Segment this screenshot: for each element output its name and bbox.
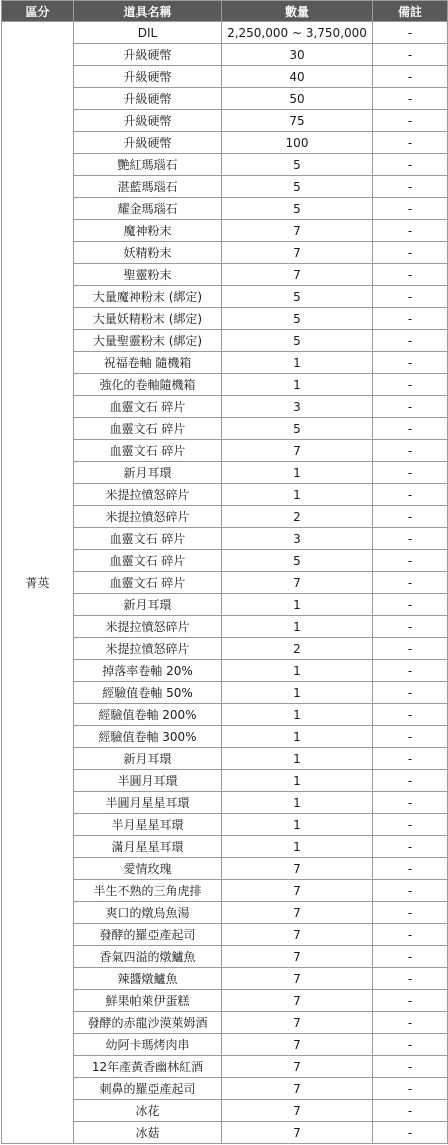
note-cell: - bbox=[373, 22, 448, 44]
item-name-cell: 辣醬燉鱸魚 bbox=[74, 968, 222, 990]
quantity-cell: 7 bbox=[222, 264, 373, 286]
note-cell: - bbox=[373, 198, 448, 220]
quantity-cell: 1 bbox=[222, 682, 373, 704]
note-cell: - bbox=[373, 352, 448, 374]
item-name-cell: 冰花 bbox=[74, 1100, 222, 1122]
quantity-cell: 7 bbox=[222, 990, 373, 1012]
item-name-cell: 掉落率卷軸 20% bbox=[74, 660, 222, 682]
note-cell: - bbox=[373, 44, 448, 66]
note-cell: - bbox=[373, 264, 448, 286]
item-name-cell: 血靈文石 碎片 bbox=[74, 396, 222, 418]
quantity-cell: 7 bbox=[222, 902, 373, 924]
note-cell: - bbox=[373, 770, 448, 792]
quantity-cell: 5 bbox=[222, 198, 373, 220]
quantity-cell: 1 bbox=[222, 462, 373, 484]
item-name-cell: 冰菇 bbox=[74, 1122, 222, 1144]
quantity-cell: 3 bbox=[222, 528, 373, 550]
note-cell: - bbox=[373, 924, 448, 946]
item-name-cell: 米提拉憤怒碎片 bbox=[74, 616, 222, 638]
header-row bbox=[2, 1, 448, 22]
quantity-cell: 5 bbox=[222, 308, 373, 330]
quantity-cell: 5 bbox=[222, 330, 373, 352]
note-cell: - bbox=[373, 1012, 448, 1034]
header-category: 區分 bbox=[2, 1, 74, 22]
note-cell: - bbox=[373, 110, 448, 132]
note-cell: - bbox=[373, 242, 448, 264]
quantity-cell: 7 bbox=[222, 968, 373, 990]
quantity-cell: 2 bbox=[222, 638, 373, 660]
item-name-cell: 妖精粉末 bbox=[74, 242, 222, 264]
item-name-cell: 幼阿卡瑪烤肉串 bbox=[74, 1034, 222, 1056]
note-cell: - bbox=[373, 880, 448, 902]
note-cell: - bbox=[373, 616, 448, 638]
quantity-cell: 1 bbox=[222, 352, 373, 374]
quantity-cell: 7 bbox=[222, 1034, 373, 1056]
note-cell: - bbox=[373, 418, 448, 440]
quantity-cell: 1 bbox=[222, 484, 373, 506]
note-cell: - bbox=[373, 330, 448, 352]
note-cell: - bbox=[373, 638, 448, 660]
quantity-cell: 40 bbox=[222, 66, 373, 88]
item-name-cell: 經驗值卷軸 300% bbox=[74, 726, 222, 748]
item-name-cell: 血靈文石 碎片 bbox=[74, 440, 222, 462]
note-cell: - bbox=[373, 396, 448, 418]
item-name-cell: 鮮果帕萊伊蛋糕 bbox=[74, 990, 222, 1012]
note-cell: - bbox=[373, 176, 448, 198]
quantity-cell: 1 bbox=[222, 792, 373, 814]
item-name-cell: 半圓月耳環 bbox=[74, 770, 222, 792]
item-name-cell: 聖靈粉末 bbox=[74, 264, 222, 286]
quantity-cell: 1 bbox=[222, 726, 373, 748]
note-cell: - bbox=[373, 132, 448, 154]
quantity-cell: 1 bbox=[222, 836, 373, 858]
note-cell: - bbox=[373, 220, 448, 242]
quantity-cell: 7 bbox=[222, 220, 373, 242]
item-name-cell: 升級硬幣 bbox=[74, 110, 222, 132]
item-name-cell: 大量聖靈粉末 (綁定) bbox=[74, 330, 222, 352]
item-name-cell: 刺鼻的羅亞產起司 bbox=[74, 1078, 222, 1100]
item-name-cell: 血靈文石 碎片 bbox=[74, 418, 222, 440]
note-cell: - bbox=[373, 528, 448, 550]
item-name-cell: 血靈文石 碎片 bbox=[74, 572, 222, 594]
note-cell: - bbox=[373, 836, 448, 858]
item-name-cell: 半月星星耳環 bbox=[74, 814, 222, 836]
header-quantity: 數量 bbox=[222, 1, 373, 22]
header-item-name: 道具名稱 bbox=[74, 1, 222, 22]
item-name-cell: 發酵的赤龍沙漠萊姆酒 bbox=[74, 1012, 222, 1034]
note-cell: - bbox=[373, 682, 448, 704]
item-name-cell: 大量魔神粉末 (綁定) bbox=[74, 286, 222, 308]
note-cell: - bbox=[373, 484, 448, 506]
item-name-cell: 12年產黃香幽林紅酒 bbox=[74, 1056, 222, 1078]
quantity-cell: 7 bbox=[222, 1056, 373, 1078]
quantity-cell: 7 bbox=[222, 946, 373, 968]
note-cell: - bbox=[373, 572, 448, 594]
quantity-cell: 7 bbox=[222, 572, 373, 594]
note-cell: - bbox=[373, 792, 448, 814]
item-name-cell: 升級硬幣 bbox=[74, 88, 222, 110]
quantity-cell: 30 bbox=[222, 44, 373, 66]
item-name-cell: DIL bbox=[74, 22, 222, 44]
quantity-cell: 5 bbox=[222, 550, 373, 572]
note-cell: - bbox=[373, 1034, 448, 1056]
item-name-cell: 強化的卷軸隨機箱 bbox=[74, 374, 222, 396]
item-name-cell: 升級硬幣 bbox=[74, 132, 222, 154]
item-name-cell: 艷紅瑪瑙石 bbox=[74, 154, 222, 176]
item-name-cell: 香氣四溢的燉鱸魚 bbox=[74, 946, 222, 968]
quantity-cell: 50 bbox=[222, 88, 373, 110]
category-cell: 菁英 bbox=[2, 22, 74, 1144]
item-name-cell: 米提拉憤怒碎片 bbox=[74, 506, 222, 528]
item-name-cell: 愛情玫瑰 bbox=[74, 858, 222, 880]
quantity-cell: 100 bbox=[222, 132, 373, 154]
quantity-cell: 2 bbox=[222, 506, 373, 528]
quantity-cell: 7 bbox=[222, 440, 373, 462]
item-name-cell: 經驗值卷軸 50% bbox=[74, 682, 222, 704]
note-cell: - bbox=[373, 374, 448, 396]
note-cell: - bbox=[373, 462, 448, 484]
quantity-cell: 5 bbox=[222, 286, 373, 308]
note-cell: - bbox=[373, 88, 448, 110]
item-name-cell: 經驗值卷軸 200% bbox=[74, 704, 222, 726]
quantity-cell: 7 bbox=[222, 880, 373, 902]
note-cell: - bbox=[373, 726, 448, 748]
item-name-cell: 米提拉憤怒碎片 bbox=[74, 638, 222, 660]
quantity-cell: 1 bbox=[222, 594, 373, 616]
note-cell: - bbox=[373, 308, 448, 330]
note-cell: - bbox=[373, 1100, 448, 1122]
quantity-cell: 7 bbox=[222, 858, 373, 880]
item-name-cell: 湛藍瑪瑙石 bbox=[74, 176, 222, 198]
item-name-cell: 米提拉憤怒碎片 bbox=[74, 484, 222, 506]
item-name-cell: 耀金瑪瑙石 bbox=[74, 198, 222, 220]
item-name-cell: 新月耳環 bbox=[74, 462, 222, 484]
note-cell: - bbox=[373, 66, 448, 88]
item-name-cell: 半生不熟的三角虎排 bbox=[74, 880, 222, 902]
item-name-cell: 魔神粉末 bbox=[74, 220, 222, 242]
note-cell: - bbox=[373, 704, 448, 726]
quantity-cell: 2,250,000 ~ 3,750,000 bbox=[222, 22, 373, 44]
quantity-cell: 1 bbox=[222, 660, 373, 682]
item-name-cell: 升級硬幣 bbox=[74, 66, 222, 88]
note-cell: - bbox=[373, 660, 448, 682]
item-name-cell: 大量妖精粉末 (綁定) bbox=[74, 308, 222, 330]
note-cell: - bbox=[373, 550, 448, 572]
header-note: 備註 bbox=[373, 1, 448, 22]
item-name-cell: 爽口的燉烏魚湯 bbox=[74, 902, 222, 924]
item-name-cell: 祝福卷軸 隨機箱 bbox=[74, 352, 222, 374]
quantity-cell: 1 bbox=[222, 704, 373, 726]
quantity-cell: 1 bbox=[222, 374, 373, 396]
note-cell: - bbox=[373, 968, 448, 990]
note-cell: - bbox=[373, 748, 448, 770]
note-cell: - bbox=[373, 1122, 448, 1144]
note-cell: - bbox=[373, 506, 448, 528]
quantity-cell: 7 bbox=[222, 924, 373, 946]
quantity-cell: 7 bbox=[222, 1078, 373, 1100]
note-cell: - bbox=[373, 1078, 448, 1100]
item-name-cell: 新月耳環 bbox=[74, 748, 222, 770]
quantity-cell: 3 bbox=[222, 396, 373, 418]
item-table bbox=[1, 0, 448, 1144]
quantity-cell: 7 bbox=[222, 242, 373, 264]
note-cell: - bbox=[373, 286, 448, 308]
item-name-cell: 升級硬幣 bbox=[74, 44, 222, 66]
note-cell: - bbox=[373, 946, 448, 968]
table-row bbox=[2, 22, 448, 44]
quantity-cell: 5 bbox=[222, 176, 373, 198]
note-cell: - bbox=[373, 990, 448, 1012]
note-cell: - bbox=[373, 440, 448, 462]
note-cell: - bbox=[373, 594, 448, 616]
quantity-cell: 7 bbox=[222, 1122, 373, 1144]
quantity-cell: 1 bbox=[222, 616, 373, 638]
note-cell: - bbox=[373, 154, 448, 176]
quantity-cell: 1 bbox=[222, 814, 373, 836]
quantity-cell: 5 bbox=[222, 418, 373, 440]
item-name-cell: 新月耳環 bbox=[74, 594, 222, 616]
item-name-cell: 血靈文石 碎片 bbox=[74, 550, 222, 572]
quantity-cell: 1 bbox=[222, 748, 373, 770]
note-cell: - bbox=[373, 858, 448, 880]
item-name-cell: 血靈文石 碎片 bbox=[74, 528, 222, 550]
item-name-cell: 發酵的羅亞產起司 bbox=[74, 924, 222, 946]
item-name-cell: 半圓月星星耳環 bbox=[74, 792, 222, 814]
note-cell: - bbox=[373, 1056, 448, 1078]
item-name-cell: 滿月星星耳環 bbox=[74, 836, 222, 858]
quantity-cell: 7 bbox=[222, 1100, 373, 1122]
quantity-cell: 7 bbox=[222, 1012, 373, 1034]
quantity-cell: 5 bbox=[222, 154, 373, 176]
quantity-cell: 75 bbox=[222, 110, 373, 132]
note-cell: - bbox=[373, 814, 448, 836]
note-cell: - bbox=[373, 902, 448, 924]
quantity-cell: 1 bbox=[222, 770, 373, 792]
